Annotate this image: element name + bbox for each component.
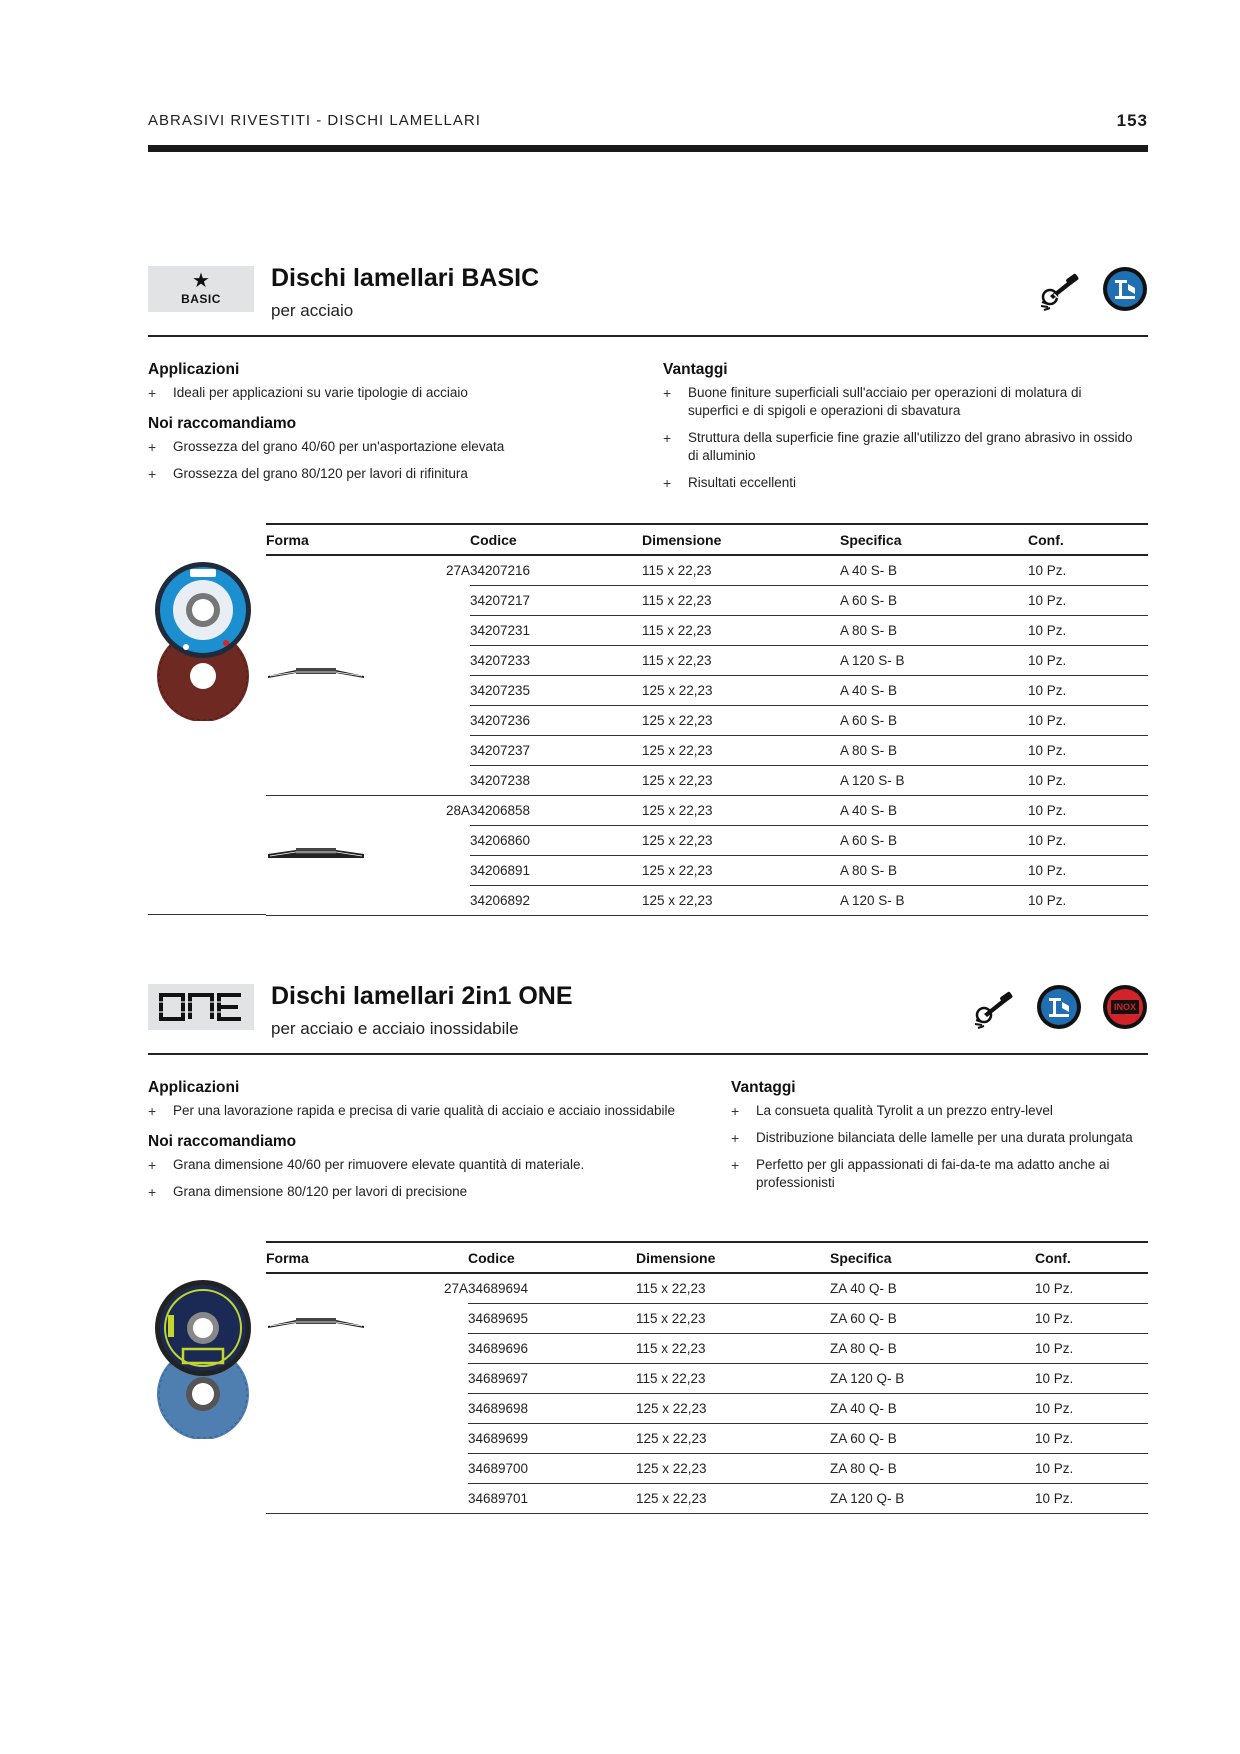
cell-specifica: A 80 S- B xyxy=(840,615,1028,645)
cell-specifica: A 120 S- B xyxy=(840,885,1028,915)
cell-codice: 34206892 xyxy=(470,885,642,915)
product-subtitle: per acciaio xyxy=(271,301,354,320)
cell-codice: 34689696 xyxy=(468,1333,636,1363)
cell-codice: 34207238 xyxy=(470,765,642,795)
cell-specifica: ZA 80 Q- B xyxy=(830,1333,1035,1363)
cell-specifica: A 40 S- B xyxy=(840,795,1028,825)
cell-conf: 10 Pz. xyxy=(1035,1273,1148,1303)
product-subtitle: per acciaio e acciaio inossidabile xyxy=(271,1019,519,1038)
cell-codice: 34689695 xyxy=(468,1303,636,1333)
star-icon: ★ xyxy=(192,270,210,292)
info-left-column xyxy=(148,361,504,492)
cell-specifica: ZA 60 Q- B xyxy=(830,1423,1035,1453)
product-table xyxy=(266,523,1148,916)
cell-codice: 34206860 xyxy=(470,825,642,855)
shape-diagram-27a xyxy=(266,1273,386,1513)
cell-dimensione: 125 x 22,23 xyxy=(642,825,840,855)
forma-code: 27A xyxy=(386,555,470,795)
cell-codice: 34207216 xyxy=(470,555,642,585)
cell-dimensione: 125 x 22,23 xyxy=(636,1483,830,1513)
cell-specifica: A 80 S- B xyxy=(840,855,1028,885)
column-header-specifica: Specifica xyxy=(830,1242,1035,1273)
cell-codice: 34206891 xyxy=(470,855,642,885)
product-title: Dischi lamellari BASIC xyxy=(271,264,540,292)
cell-codice: 34689699 xyxy=(468,1423,636,1453)
cell-codice: 34689694 xyxy=(468,1273,636,1303)
application-icons xyxy=(970,984,1148,1030)
cell-dimensione: 115 x 22,23 xyxy=(636,1363,830,1393)
angle-grinder-icon xyxy=(970,984,1016,1030)
cell-dimensione: 125 x 22,23 xyxy=(642,675,840,705)
product-photo-basic xyxy=(148,561,258,726)
cell-dimensione: 125 x 22,23 xyxy=(642,855,840,885)
cell-dimensione: 125 x 22,23 xyxy=(636,1453,830,1483)
table-bottom-rule xyxy=(148,914,266,915)
advantages-heading: Vantaggi xyxy=(663,361,728,378)
info-left-column xyxy=(148,1079,675,1210)
column-header-conf: Conf. xyxy=(1035,1242,1148,1273)
cell-codice: 34689698 xyxy=(468,1393,636,1423)
cell-specifica: ZA 120 Q- B xyxy=(830,1363,1035,1393)
cell-specifica: A 40 S- B xyxy=(840,555,1028,585)
column-header-codice: Codice xyxy=(470,524,642,555)
cell-specifica: A 40 S- B xyxy=(840,675,1028,705)
page-header xyxy=(148,112,1148,152)
cell-codice: 34207231 xyxy=(470,615,642,645)
shape-diagram-27a xyxy=(266,555,386,795)
list-item: + Ideali per applicazioni su varie tipologie di acciaio xyxy=(148,384,504,402)
cell-dimensione: 115 x 22,23 xyxy=(642,555,840,585)
list-item: + La consueta qualità Tyrolit a un prezzo entry-level xyxy=(731,1102,1148,1120)
table-row xyxy=(266,1273,1148,1303)
cell-specifica: A 60 S- B xyxy=(840,585,1028,615)
cell-conf: 10 Pz. xyxy=(1035,1423,1148,1453)
column-header-dimensione: Dimensione xyxy=(636,1242,830,1273)
product-section-one xyxy=(148,982,1148,1506)
cell-codice: 34689700 xyxy=(468,1453,636,1483)
product-title: Dischi lamellari 2in1 ONE xyxy=(271,982,573,1010)
cell-specifica: ZA 80 Q- B xyxy=(830,1453,1035,1483)
cell-dimensione: 125 x 22,23 xyxy=(642,795,840,825)
recommend-list xyxy=(148,438,504,483)
cell-conf: 10 Pz. xyxy=(1028,885,1148,915)
cell-conf: 10 Pz. xyxy=(1035,1483,1148,1513)
product-table xyxy=(266,1241,1148,1514)
cell-dimensione: 115 x 22,23 xyxy=(636,1273,830,1303)
list-item: + Buone finiture superficiali sull'acciaio per operazioni di molatura di superfici e di spigoli e operazioni di sbavatura xyxy=(663,384,1133,420)
list-item: + Struttura della superficie fine grazie all'utilizzo del grano abrasivo in ossido di alluminio xyxy=(663,429,1133,465)
running-title: ABRASIVI RIVESTITI - DISCHI LAMELLARI xyxy=(148,112,481,129)
column-header-forma: Forma xyxy=(266,1242,468,1273)
table-row xyxy=(266,555,1148,585)
list-item: + Perfetto per gli appassionati di fai-da-te ma adatto anche ai professionisti xyxy=(731,1156,1148,1192)
steel-material-icon xyxy=(1102,266,1148,312)
brand-badge-basic xyxy=(148,266,254,312)
recommend-heading: Noi raccomandiamo xyxy=(148,1133,297,1150)
list-item: + Distribuzione bilanciata delle lamelle per una durata prolungata xyxy=(731,1129,1148,1147)
cell-specifica: A 120 S- B xyxy=(840,645,1028,675)
table-body xyxy=(266,555,1148,915)
cell-codice: 34689701 xyxy=(468,1483,636,1513)
cell-specifica: A 60 S- B xyxy=(840,825,1028,855)
cell-dimensione: 125 x 22,23 xyxy=(636,1423,830,1453)
table-header-row xyxy=(266,524,1148,555)
applications-list xyxy=(148,384,504,402)
angle-grinder-icon xyxy=(1036,266,1082,312)
inox-material-icon xyxy=(1102,984,1148,1030)
applications-heading: Applicazioni xyxy=(148,1079,240,1096)
list-item: + Grossezza del grano 40/60 per un'asportazione elevata xyxy=(148,438,504,456)
cell-conf: 10 Pz. xyxy=(1028,765,1148,795)
cell-conf: 10 Pz. xyxy=(1028,855,1148,885)
cell-specifica: A 60 S- B xyxy=(840,705,1028,735)
cell-conf: 10 Pz. xyxy=(1028,675,1148,705)
cell-conf: 10 Pz. xyxy=(1028,795,1148,825)
cell-dimensione: 115 x 22,23 xyxy=(642,645,840,675)
one-logo-icon xyxy=(158,992,244,1022)
advantages-heading: Vantaggi xyxy=(731,1079,796,1096)
list-item: + Per una lavorazione rapida e precisa di varie qualità di acciaio e acciaio inossidabile xyxy=(148,1102,675,1120)
column-header-conf: Conf. xyxy=(1028,524,1148,555)
cell-conf: 10 Pz. xyxy=(1035,1303,1148,1333)
cell-conf: 10 Pz. xyxy=(1028,645,1148,675)
header-rule xyxy=(148,145,1148,152)
cell-conf: 10 Pz. xyxy=(1028,585,1148,615)
cell-dimensione: 125 x 22,23 xyxy=(642,705,840,735)
column-header-forma: Forma xyxy=(266,524,470,555)
cell-dimensione: 115 x 22,23 xyxy=(642,615,840,645)
cell-specifica: ZA 60 Q- B xyxy=(830,1303,1035,1333)
table-header-row xyxy=(266,1242,1148,1273)
product-section-basic xyxy=(148,264,1148,908)
cell-codice: 34689697 xyxy=(468,1363,636,1393)
cell-conf: 10 Pz. xyxy=(1035,1333,1148,1363)
info-right-column xyxy=(731,1079,1148,1201)
forma-code: 27A xyxy=(386,1273,468,1513)
cell-dimensione: 125 x 22,23 xyxy=(642,765,840,795)
table-row xyxy=(266,795,1148,825)
cell-specifica: ZA 120 Q- B xyxy=(830,1483,1035,1513)
info-right-column xyxy=(663,361,1133,501)
brand-badge-label: BASIC xyxy=(181,292,221,306)
product-header xyxy=(148,264,1148,337)
cell-conf: 10 Pz. xyxy=(1035,1393,1148,1423)
cell-dimensione: 115 x 22,23 xyxy=(636,1333,830,1363)
inox-label: INOX xyxy=(1113,1002,1136,1012)
cell-conf: 10 Pz. xyxy=(1028,825,1148,855)
cell-conf: 10 Pz. xyxy=(1028,615,1148,645)
cell-codice: 34207233 xyxy=(470,645,642,675)
product-info xyxy=(148,337,1148,527)
cell-conf: 10 Pz. xyxy=(1035,1363,1148,1393)
table-body xyxy=(266,1273,1148,1513)
cell-specifica: A 80 S- B xyxy=(840,735,1028,765)
cell-codice: 34207236 xyxy=(470,705,642,735)
product-photo-one xyxy=(148,1279,258,1444)
cell-specifica: ZA 40 Q- B xyxy=(830,1393,1035,1423)
cell-codice: 34207237 xyxy=(470,735,642,765)
cell-dimensione: 125 x 22,23 xyxy=(642,735,840,765)
cell-codice: 34207235 xyxy=(470,675,642,705)
cell-conf: 10 Pz. xyxy=(1035,1453,1148,1483)
column-header-dimensione: Dimensione xyxy=(642,524,840,555)
list-item: + Grana dimensione 80/120 per lavori di precisione xyxy=(148,1183,675,1201)
forma-code: 28A xyxy=(386,795,470,915)
steel-material-icon xyxy=(1036,984,1082,1030)
cell-conf: 10 Pz. xyxy=(1028,555,1148,585)
applications-list xyxy=(148,1102,675,1120)
column-header-specifica: Specifica xyxy=(840,524,1028,555)
page-number: 153 xyxy=(1116,111,1148,130)
shape-diagram-28a xyxy=(266,795,386,915)
cell-codice: 34207217 xyxy=(470,585,642,615)
applications-heading: Applicazioni xyxy=(148,361,240,378)
cell-codice: 34206858 xyxy=(470,795,642,825)
advantages-list xyxy=(663,384,1133,492)
list-item: + Grossezza del grano 80/120 per lavori di rifinitura xyxy=(148,465,504,483)
cell-conf: 10 Pz. xyxy=(1028,735,1148,765)
advantages-list xyxy=(731,1102,1148,1192)
application-icons xyxy=(1036,266,1148,312)
cell-specifica: A 120 S- B xyxy=(840,765,1028,795)
cell-dimensione: 115 x 22,23 xyxy=(642,585,840,615)
cell-specifica: ZA 40 Q- B xyxy=(830,1273,1035,1303)
cell-dimensione: 125 x 22,23 xyxy=(642,885,840,915)
list-item: + Grana dimensione 40/60 per rimuovere elevate quantità di materiale. xyxy=(148,1156,675,1174)
recommend-heading: Noi raccomandiamo xyxy=(148,415,297,432)
brand-badge-one xyxy=(148,984,254,1030)
cell-conf: 10 Pz. xyxy=(1028,705,1148,735)
product-info xyxy=(148,1055,1148,1245)
column-header-codice: Codice xyxy=(468,1242,636,1273)
cell-dimensione: 115 x 22,23 xyxy=(636,1303,830,1333)
list-item: + Risultati eccellenti xyxy=(663,474,1133,492)
product-header xyxy=(148,982,1148,1055)
cell-dimensione: 125 x 22,23 xyxy=(636,1393,830,1423)
recommend-list xyxy=(148,1156,675,1201)
